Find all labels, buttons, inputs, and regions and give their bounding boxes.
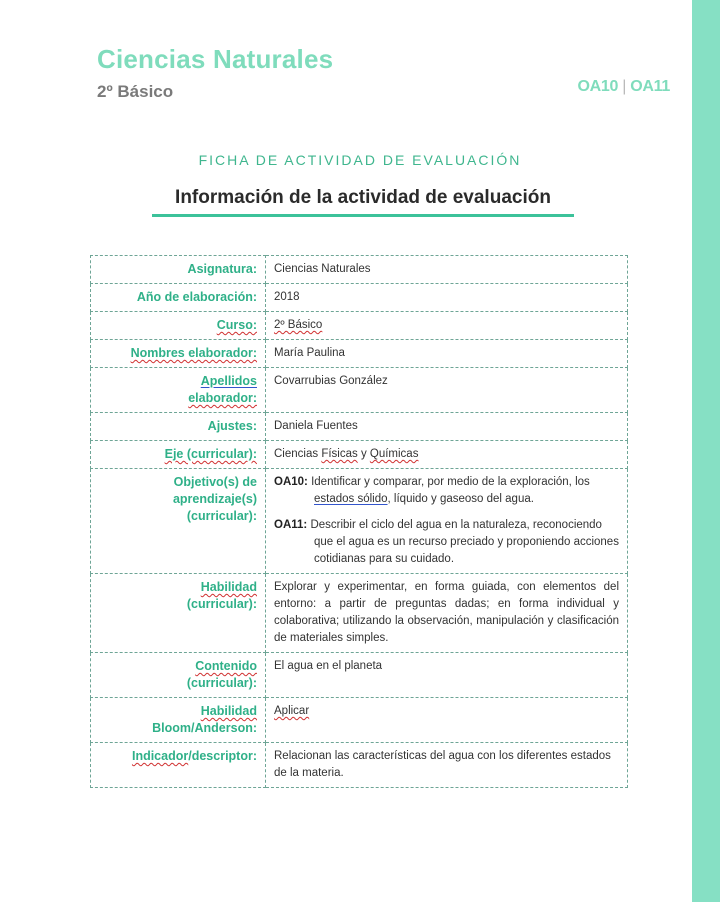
value-anio: 2018 xyxy=(266,284,628,312)
table-row xyxy=(91,469,628,574)
value-nombres: María Paulina xyxy=(266,340,628,368)
value-curso xyxy=(266,312,628,340)
label-nombres xyxy=(91,340,266,368)
objective-oa10 xyxy=(274,474,619,508)
value-bloom xyxy=(266,698,628,743)
label-apellidos xyxy=(91,368,266,413)
label-habilidad-line-1: Habilidad xyxy=(200,580,257,594)
label-indicador-part-1: Indicador xyxy=(131,749,189,763)
label-indicador xyxy=(91,743,266,788)
table-row xyxy=(91,413,628,441)
label-apellidos-line-2: elaborador: xyxy=(188,391,257,405)
table-row xyxy=(91,368,628,413)
label-habilidad-line-2: (curricular): xyxy=(186,597,257,611)
value-curso-text: 2º Básico xyxy=(274,319,323,331)
objective-oa11 xyxy=(274,517,619,568)
oa-codes xyxy=(578,78,671,96)
table-row xyxy=(91,284,628,312)
label-contenido-line-1: Contenido xyxy=(195,659,257,673)
oa10-text-link: estados sólido xyxy=(314,493,388,505)
section-title: Información de la actividad de evaluación xyxy=(152,187,574,217)
subject-title: Ciencias Naturales xyxy=(97,44,334,74)
oa-code-1: OA10 xyxy=(577,78,619,95)
label-objetivos xyxy=(91,469,266,574)
value-asignatura: Ciencias Naturales xyxy=(266,256,628,284)
value-habilidad xyxy=(266,574,628,653)
side-accent-bar xyxy=(692,0,720,902)
label-curso-text: Curso: xyxy=(216,318,257,332)
table-row xyxy=(91,743,628,788)
label-objetivos-line-3: (curricular): xyxy=(186,509,257,523)
label-curso xyxy=(91,312,266,340)
value-eje-part-4: Químicas xyxy=(369,448,419,460)
table-row xyxy=(91,312,628,340)
activity-info-table xyxy=(90,255,628,788)
label-bloom-line-1: Habilidad xyxy=(200,704,257,718)
table-row xyxy=(91,256,628,284)
value-indicador: Relacionan las características del agua con los diferentes estados de la materia. xyxy=(266,743,628,788)
table-row xyxy=(91,574,628,653)
value-eje-part-2: Físicas xyxy=(321,448,358,460)
label-nombres-text: Nombres elaborador: xyxy=(130,346,257,360)
label-contenido-line-2: (curricular): xyxy=(186,676,257,690)
value-contenido: El agua en el planeta xyxy=(266,653,628,698)
value-eje-part-1: Ciencias xyxy=(274,448,319,460)
label-asignatura: Asignatura: xyxy=(91,256,266,284)
label-indicador-part-2: /descriptor: xyxy=(188,749,257,763)
label-contenido xyxy=(91,653,266,698)
label-eje-text: Eje (curricular): xyxy=(164,447,257,461)
table-row xyxy=(91,653,628,698)
table-row xyxy=(91,441,628,469)
label-anio: Año de elaboración: xyxy=(91,284,266,312)
oa10-text-b: , líquido y gaseoso del agua. xyxy=(387,493,534,505)
oa10-text-a: Identificar y comparar, por medio de la exploración, los xyxy=(311,476,590,488)
oa11-code: OA11: xyxy=(274,519,308,531)
value-eje xyxy=(266,441,628,469)
label-ajustes: Ajustes: xyxy=(91,413,266,441)
value-habilidad-text: Explorar y experimentar, en forma guiada, con elementos del entorno: a partir de preguntas dadas; en forma individual y colaborativa; utilizando la observación, manipulación y clasificación de materiales simples. xyxy=(274,581,619,644)
label-objetivos-line-1: Objetivo(s) de xyxy=(173,475,257,489)
value-ajustes: Daniela Fuentes xyxy=(266,413,628,441)
value-bloom-text: Aplicar xyxy=(274,705,310,717)
table-row xyxy=(91,340,628,368)
label-bloom xyxy=(91,698,266,743)
label-bloom-line-2: Bloom/Anderson: xyxy=(152,721,257,735)
value-eje-part-3: y xyxy=(360,448,367,460)
label-eje xyxy=(91,441,266,469)
oa10-code: OA10: xyxy=(274,476,308,488)
value-objetivos xyxy=(266,469,628,574)
label-objetivos-line-2: aprendizaje(s) xyxy=(172,492,257,506)
sheet-type-heading: FICHA DE ACTIVIDAD DE EVALUACIÓN xyxy=(198,152,522,168)
label-apellidos-line-1: Apellidos xyxy=(200,374,257,388)
label-habilidad xyxy=(91,574,266,653)
oa-code-2: OA11 xyxy=(630,78,670,95)
grade-level: 2º Básico xyxy=(97,82,174,101)
oa11-text: Describir el ciclo del agua en la naturaleza, reconociendo que el agua es un recurso preciado y proponiendo acciones cotidianas para su cuidado. xyxy=(310,519,619,565)
oa-separator: | xyxy=(622,78,627,95)
table-row xyxy=(91,698,628,743)
value-apellidos: Covarrubias González xyxy=(266,368,628,413)
